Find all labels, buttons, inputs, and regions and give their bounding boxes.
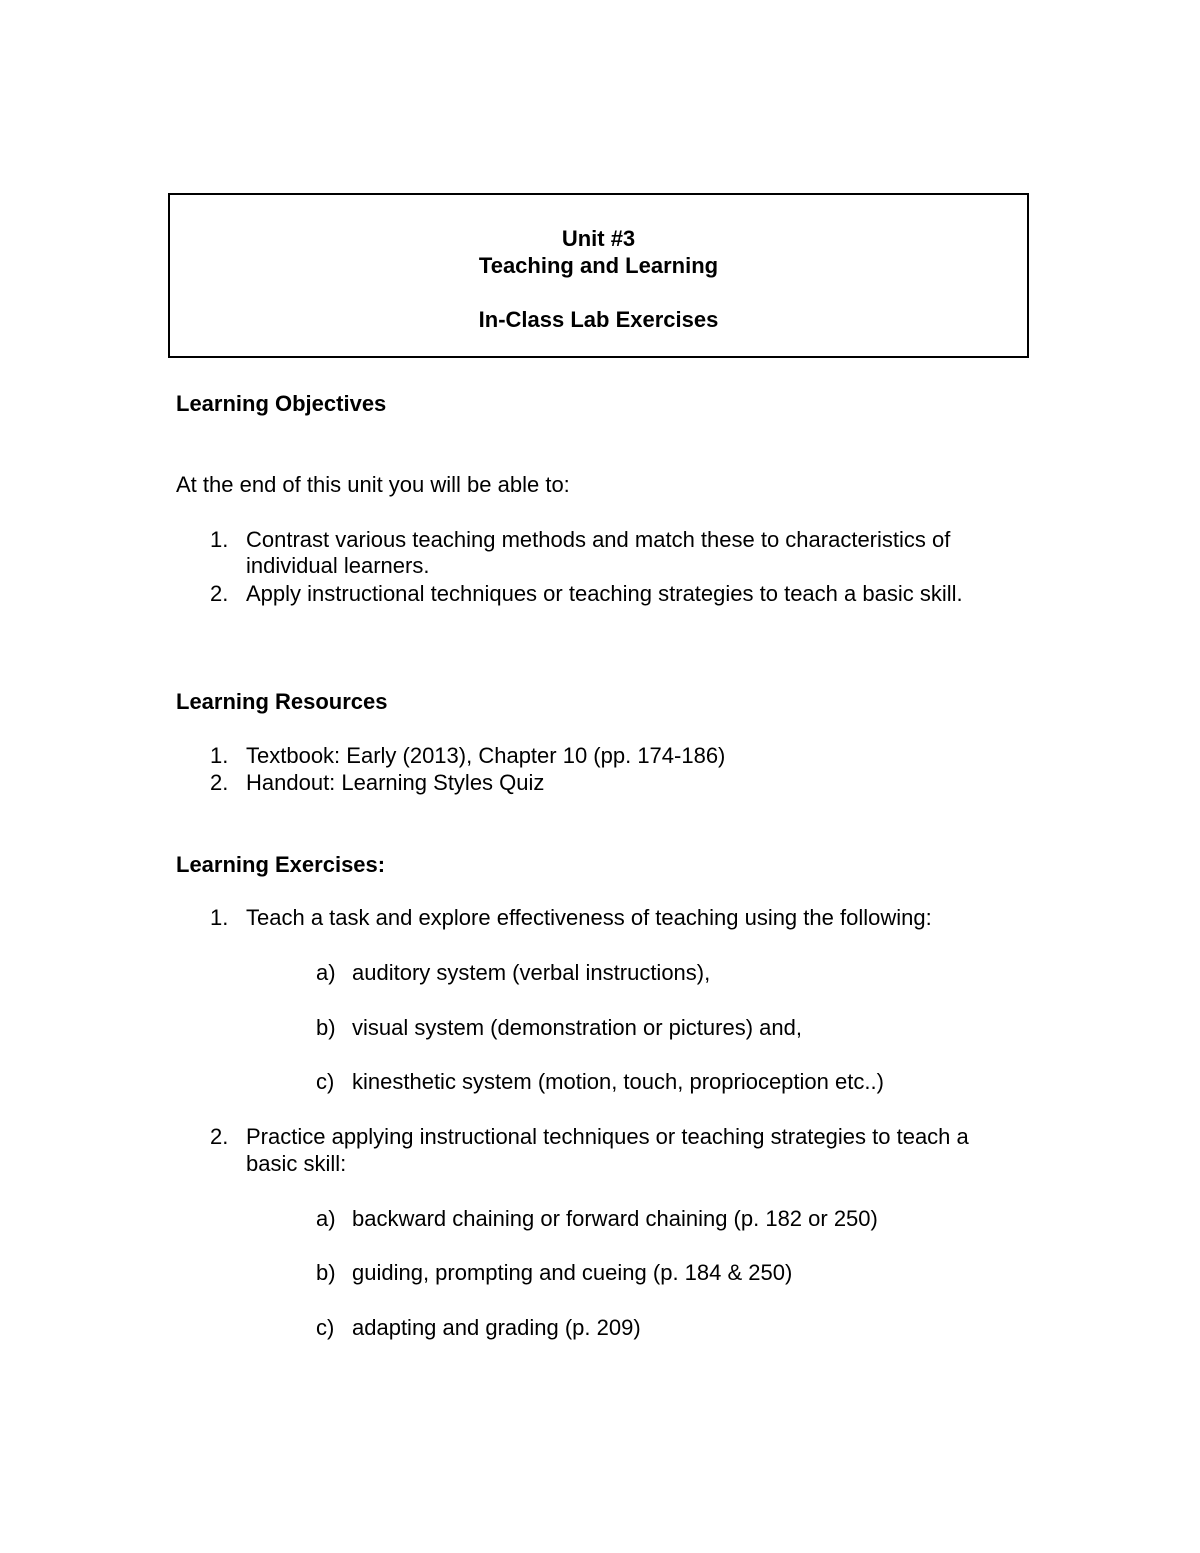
objective-1-number: 1.	[210, 527, 229, 552]
objective-2-text: Apply instructional techniques or teaching strategies to teach a basic skill.	[246, 581, 963, 606]
exercise-1b-letter: b)	[316, 1015, 336, 1040]
exercise-1c-letter: c)	[316, 1069, 335, 1094]
exercise-1a-text: auditory system (verbal instructions),	[352, 960, 711, 985]
exercise-1b-text: visual system (demonstration or pictures) and,	[352, 1015, 802, 1040]
exercises-heading: Learning Exercises:	[176, 852, 386, 877]
exercise-2-number: 2.	[210, 1124, 229, 1149]
resources-heading: Learning Resources	[176, 689, 388, 714]
objective-1-text-cont: individual learners.	[246, 553, 430, 578]
unit-title: Teaching and Learning	[478, 253, 719, 278]
resource-1-text: Textbook: Early (2013), Chapter 10 (pp. 174-186)	[246, 743, 726, 768]
exercise-2c-letter: c)	[316, 1315, 335, 1340]
objective-2-number: 2.	[210, 581, 229, 606]
exercise-2-text-cont: basic skill:	[246, 1151, 347, 1176]
resource-2-text: Handout: Learning Styles Quiz	[246, 770, 545, 795]
resource-1-number: 1.	[210, 743, 229, 768]
unit-subtitle: In-Class Lab Exercises	[478, 307, 719, 332]
exercise-2a-letter: a)	[316, 1206, 336, 1231]
exercise-1-text: Teach a task and explore effectiveness of teaching using the following:	[246, 905, 932, 930]
exercise-2b-letter: b)	[316, 1260, 336, 1285]
exercise-2b-text: guiding, prompting and cueing (p. 184 & 250)	[352, 1260, 793, 1285]
exercise-1c-text: kinesthetic system (motion, touch, proprioception etc..)	[352, 1069, 884, 1094]
exercise-1-number: 1.	[210, 905, 229, 930]
exercise-1a-letter: a)	[316, 960, 336, 985]
objectives-heading: Learning Objectives	[176, 391, 387, 416]
resource-2-number: 2.	[210, 770, 229, 795]
exercise-2a-text: backward chaining or forward chaining (p. 182 or 250)	[352, 1206, 878, 1231]
exercise-2c-text: adapting and grading (p. 209)	[352, 1315, 641, 1340]
objectives-intro: At the end of this unit you will be able to:	[176, 472, 570, 497]
unit-number: Unit #3	[561, 226, 636, 251]
exercise-2-text: Practice applying instructional techniques or teaching strategies to teach a	[246, 1124, 969, 1149]
title-box	[168, 193, 1029, 358]
objective-1-text: Contrast various teaching methods and match these to characteristics of	[246, 527, 951, 552]
